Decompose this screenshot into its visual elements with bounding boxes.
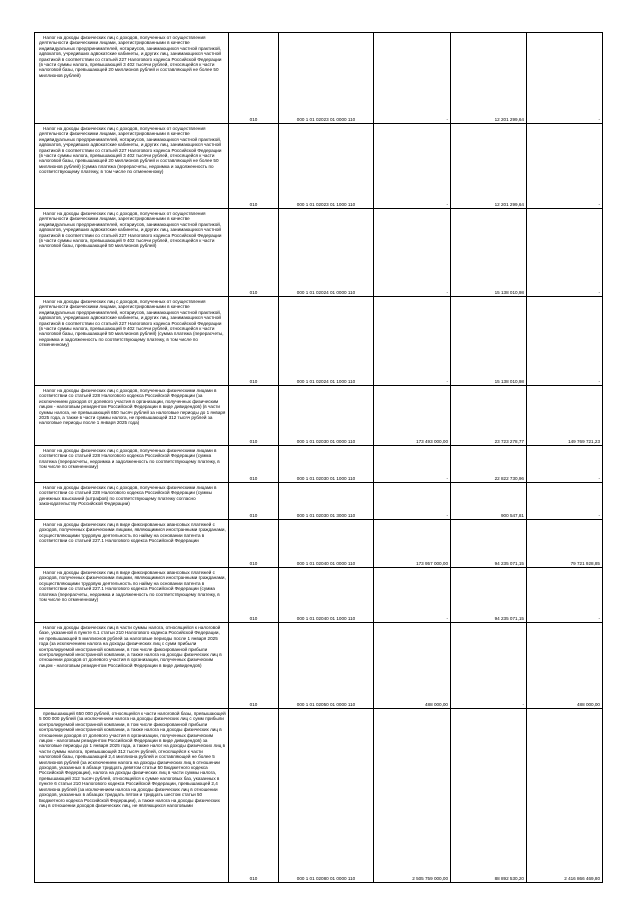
row-name-cell bbox=[35, 520, 229, 568]
row-approved-cell: - bbox=[374, 483, 451, 520]
row-code-cell: 010 bbox=[229, 124, 279, 209]
row-approved-cell: 173 493 000,00 bbox=[374, 386, 451, 446]
row-code-cell: 010 bbox=[229, 297, 279, 386]
table-row bbox=[35, 446, 603, 483]
row-code-cell: 010 bbox=[229, 386, 279, 446]
row-name-text: Налог на доходы физических лиц с доходов, полученных физическими лицами в соответствии со статьей 228 Налогового кодекса Российской Федерации (суммы денежных взысканий (штрафов) по соответствующему платежу согласно законодательству Российской Федерации) bbox=[39, 485, 217, 507]
row-name-cell bbox=[35, 209, 229, 297]
row-kbk-cell: 000 1 01 02030 01 1000 110 bbox=[279, 446, 374, 483]
row-code-cell: 010 bbox=[229, 446, 279, 483]
row-unexecuted-cell: - bbox=[527, 297, 603, 386]
row-executed-cell: 12 201 299,64 bbox=[451, 124, 527, 209]
row-name-cell bbox=[35, 446, 229, 483]
row-executed-cell: 15 138 010,98 bbox=[451, 209, 527, 297]
row-unexecuted-cell: - bbox=[527, 124, 603, 209]
row-unexecuted-cell: - bbox=[527, 446, 603, 483]
row-kbk-cell: 000 1 01 02024 01 1000 110 bbox=[279, 297, 374, 386]
row-kbk-cell: 000 1 01 02024 01 0000 110 bbox=[279, 209, 374, 297]
row-name-text: Налог на доходы физических лиц с доходов, полученных физическими лицами в соответствии со статьей 228 Налогового кодекса Российской Федерации (за исключением доходов от долевого участия в организации, полученных физическим лицом - налоговым резидентом Российской Федерации в виде дивидендов) (в части суммы налога, не превышающей 650 тысяч рублей за налоговые периоды до 1 января 2025 года, а также в части суммы налога, не превышающей 312 тысяч рублей за налоговые периоды после 1 января 2025 года) bbox=[39, 388, 226, 426]
row-name-cell bbox=[35, 124, 229, 209]
row-name-text: Налог на доходы физических лиц в части суммы налога, относящейся к налоговой базе, указанной в пункте 6.1 статьи 210 Налогового кодекса Российской Федерации, не превышающей 5 миллионов рублей за налоговые периоды после 1 января 2025 года (за исключением налога на доходы физических лиц с сумм прибыли контролируемой иностранной компании, в том числе фиксированной прибыли контролируемой иностранной компании, а также налога на доходы физических лиц в отношении доходов от долевого участия в организации, полученных физическим лицом - налоговым резидентом Российской Федерации в виде дивидендов) bbox=[39, 625, 222, 668]
row-name-cell bbox=[35, 623, 229, 709]
row-unexecuted-cell: - bbox=[527, 33, 603, 124]
table-row bbox=[35, 568, 603, 623]
row-approved-cell: - bbox=[374, 568, 451, 623]
row-kbk-cell: 000 1 01 02030 01 3000 110 bbox=[279, 483, 374, 520]
row-name-cell bbox=[35, 568, 229, 623]
row-code-cell: 010 bbox=[229, 709, 279, 883]
row-kbk-cell: 000 1 01 02023 01 0000 110 bbox=[279, 33, 374, 124]
row-unexecuted-cell: 488 000,00 bbox=[527, 623, 603, 709]
row-approved-cell: - bbox=[374, 209, 451, 297]
row-approved-cell: 2 505 759 000,00 bbox=[374, 709, 451, 883]
row-approved-cell: - bbox=[374, 33, 451, 124]
row-executed-cell: 88 892 530,20 bbox=[451, 709, 527, 883]
table-row bbox=[35, 709, 603, 883]
row-name-text: Налог на доходы физических лиц с доходов, полученных физическими лицами в соответствии со статьей 228 Налогового кодекса Российской Федерации (сумма платежа (перерасчеты, недоимка и задолженность по соответствующему платежу, в том числе по отмененному) bbox=[39, 448, 220, 470]
row-approved-cell: - bbox=[374, 297, 451, 386]
row-code-cell: 010 bbox=[229, 209, 279, 297]
row-code-cell: 010 bbox=[229, 520, 279, 568]
row-kbk-cell: 000 1 01 02050 01 0000 110 bbox=[279, 623, 374, 709]
row-kbk-cell: 000 1 01 02030 01 0000 110 bbox=[279, 386, 374, 446]
row-unexecuted-cell: - bbox=[527, 568, 603, 623]
table-row bbox=[35, 124, 603, 209]
table-body bbox=[35, 33, 603, 883]
table-row bbox=[35, 520, 603, 568]
row-kbk-cell: 000 1 01 02040 01 1000 110 bbox=[279, 568, 374, 623]
row-executed-cell: 22 822 730,96 bbox=[451, 446, 527, 483]
row-code-cell: 010 bbox=[229, 568, 279, 623]
row-name-text: Налог на доходы физических лиц с доходов, полученных от осуществления деятельности физическими лицами, зарегистрированными в качестве индивидуальных предпринимателей, нотариусов, занимающихся частной практикой, адвокатов, учредивших адвокатские кабинеты, и других лиц, занимающихся частной практикой в соответствии со статьей 227 Налогового кодекса Российской Федерации (в части суммы налога, превышающей 9 402 тысячи рублей, относящейся к части налоговой базы, превышающей 50 миллионов рублей) (сумма платежа (перерасчеты, недоимка и задолженность по соответствующему платежу, в том числе по отмененному) bbox=[39, 299, 224, 348]
row-executed-cell: 900 547,81 bbox=[451, 483, 527, 520]
row-executed-cell: 12 201 299,64 bbox=[451, 33, 527, 124]
row-executed-cell: 94 235 071,15 bbox=[451, 568, 527, 623]
row-executed-cell: - bbox=[451, 623, 527, 709]
row-unexecuted-cell: 2 416 866 469,80 bbox=[527, 709, 603, 883]
row-name-text: Налог на доходы физических лиц в виде фиксированных авансовых платежей с доходов, полученных физическими лицами, являющимися иностранными гражданами, осуществляющими трудовую деятельность по найму на основании патента в соответствии со статьей 227.1 Налогового кодекса Российской Федерации bbox=[39, 522, 226, 544]
row-approved-cell: 173 957 000,00 bbox=[374, 520, 451, 568]
row-code-cell: 010 bbox=[229, 623, 279, 709]
row-name-cell bbox=[35, 483, 229, 520]
row-name-cell bbox=[35, 709, 229, 883]
row-name-cell bbox=[35, 297, 229, 386]
table-row bbox=[35, 483, 603, 520]
row-approved-cell: 488 000,00 bbox=[374, 623, 451, 709]
table-row bbox=[35, 33, 603, 124]
row-kbk-cell: 000 1 01 02080 01 0000 110 bbox=[279, 709, 374, 883]
row-unexecuted-cell: 149 769 721,23 bbox=[527, 386, 603, 446]
table-row bbox=[35, 623, 603, 709]
table-row bbox=[35, 297, 603, 386]
row-name-text: Налог на доходы физических лиц с доходов, полученных от осуществления деятельности физическими лицами, зарегистрированными в качестве индивидуальных предпринимателей, нотариусов, занимающихся частной практикой, адвокатов, учредивших адвокатские кабинеты, и других лиц, занимающихся частной практикой в соответствии со статьей 227 Налогового кодекса Российской Федерации (в части суммы налога, превышающей 3 402 тысячи рублей, относящейся к части налоговой базы, превышающей 20 миллионов рублей и составляющей не более 50 миллионов рублей) bbox=[39, 35, 222, 78]
row-executed-cell: 15 138 010,98 bbox=[451, 297, 527, 386]
row-name-text: Налог на доходы физических лиц в виде фиксированных авансовых платежей с доходов, полученных физическими лицами, являющимися иностранными гражданами, осуществляющими трудовую деятельность по найму на основании патента в соответствии со статьей 227.1 Налогового кодекса Российской Федерации (сумма платежа (перерасчеты, недоимка и задолженность по соответствующему платежу, в том числе по отмененному) bbox=[39, 570, 226, 603]
row-name-text: превышающей 650 000 рублей, относящейся к части налоговой базы, превышающей 5 000 000 рублей (за исключением налога на доходы физических лиц с сумм прибыли контролируемой иностранной компании, в том числе фиксированной прибыли контролируемой иностранной компании, а также налога на доходы физических лиц в отношении доходов от долевого участия в организации, полученных физическим лицом - налоговым резидентом Российской Федерации в виде дивидендов) за налоговые периоды до 1 января 2025 года, а также налог на доходы физических лиц в части суммы налога, превышающей 312 тысяч рублей, относящейся к части налоговой базы, превышающей 2,4 миллиона рублей и составляющей не более 5 миллионов рублей (за исключением налога на доходы физических лиц в отношении доходов, указанных в абзаце тридцать девятом статьи 50 Бюджетного кодекса Российской Федерации), налога на доходы физических лиц в части суммы налога, превышающей 312 тысяч рублей, относящейся к сумме налоговых баз, указанных в пункте 6 статьи 210 Налогового кодекса Российской Федерации, превышающей 2,4 миллиона рублей (за исключением налога на доходы физических лиц в отношении доходов, указанных в абзацах тридцать пятом и тридцать шестом статьи 50 Бюджетного кодекса Российской Федерации), а также налога на доходы физических лиц в отношении доходов физических лиц, не являющихся налоговыми bbox=[39, 711, 226, 808]
table-row bbox=[35, 209, 603, 297]
row-code-cell: 010 bbox=[229, 33, 279, 124]
row-kbk-cell: 000 1 01 02023 01 1000 110 bbox=[279, 124, 374, 209]
row-unexecuted-cell: - bbox=[527, 483, 603, 520]
row-kbk-cell: 000 1 01 02040 01 0000 110 bbox=[279, 520, 374, 568]
row-code-cell: 010 bbox=[229, 483, 279, 520]
row-approved-cell: - bbox=[374, 124, 451, 209]
table-row bbox=[35, 386, 603, 446]
row-name-text: Налог на доходы физических лиц с доходов, полученных от осуществления деятельности физическими лицами, зарегистрированными в качестве индивидуальных предпринимателей, нотариусов, занимающихся частной практикой, адвокатов, учредивших адвокатские кабинеты, и других лиц, занимающихся частной практикой в соответствии со статьей 227 Налогового кодекса Российской Федерации (в части суммы налога, превышающей 3 402 тысячи рублей, относящейся к части налоговой базы, превышающей 20 миллионов рублей и составляющей не более 50 миллионов рублей) (сумма платежа (перерасчеты, недоимка и задолженность по соответствующему платежу, в том числе по отмененному) bbox=[39, 126, 222, 175]
row-name-text: Налог на доходы физических лиц с доходов, полученных от осуществления деятельности физическими лицами, зарегистрированными в качестве индивидуальных предпринимателей, нотариусов, занимающихся частной практикой, адвокатов, учредивших адвокатские кабинеты, и других лиц, занимающихся частной практикой в соответствии со статьей 227 Налогового кодекса Российской Федерации (в части суммы налога, превышающей 9 402 тысячи рублей, относящейся к части налоговой базы, превышающей 50 миллионов рублей) bbox=[39, 211, 222, 249]
row-name-cell bbox=[35, 33, 229, 124]
row-name-cell bbox=[35, 386, 229, 446]
row-executed-cell: 94 235 071,15 bbox=[451, 520, 527, 568]
row-unexecuted-cell: - bbox=[527, 209, 603, 297]
row-executed-cell: 23 723 278,77 bbox=[451, 386, 527, 446]
budget-income-table bbox=[34, 32, 603, 883]
row-unexecuted-cell: 79 721 928,85 bbox=[527, 520, 603, 568]
row-approved-cell: - bbox=[374, 446, 451, 483]
